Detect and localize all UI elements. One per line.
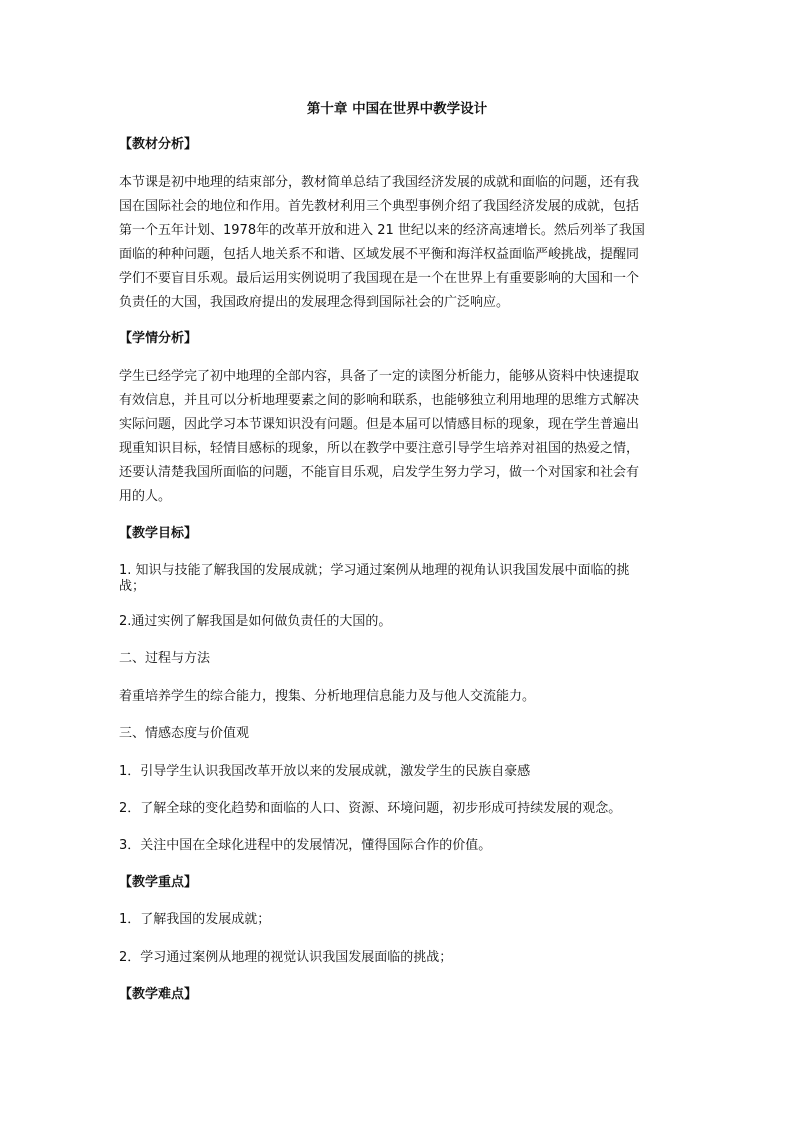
heading-student-analysis: 【学情分析】	[119, 331, 198, 346]
attitude-item: 1．引导学生认识我国改革开放以来的发展成就，激发学生的民族自豪感	[119, 764, 531, 779]
subheading-attitudes-values: 三、情感态度与价值观	[119, 726, 250, 741]
subheading-process-methods: 二、过程与方法	[119, 651, 211, 666]
paragraph-line: 学们不要盲目乐观。最后运用实例说明了我国现在是一个在世界上有重要影响的大国和一个	[119, 271, 640, 286]
paragraph-line: 国在国际社会的地位和作用。首先教材利用三个典型事例介绍了我国经济发展的成就，包括	[119, 199, 640, 214]
heading-textbook-analysis: 【教材分析】	[119, 137, 198, 152]
process-methods-text: 着重培养学生的综合能力，搜集、分析地理信息能力及与他人交流能力。	[119, 689, 536, 704]
paragraph-line: 面临的种种问题，包括人地关系不和谐、区域发展不平衡和海洋权益面临严峻挑战，提醒同	[119, 247, 640, 262]
paragraph-line: 本节课是初中地理的结束部分，教材简单总结了我国经济发展的成就和面临的问题，还有我	[119, 175, 640, 190]
paragraph-line: 用的人。	[119, 489, 172, 504]
paragraph-line: 负责任的大国，我国政府提出的发展理念得到国际社会的广泛响应。	[119, 295, 510, 310]
heading-teaching-goals: 【教学目标】	[119, 526, 198, 541]
key-point-item: 2．学习通过案例从地理的视觉认识我国发展面临的挑战；	[119, 950, 453, 965]
attitude-item: 3．关注中国在全球化进程中的发展情况，懂得国际合作的价值。	[119, 838, 492, 853]
paragraph-line: 学生已经学完了初中地理的全部内容，具备了一定的读图分析能力，能够从资料中快速提取	[119, 369, 640, 384]
paragraph-line: 还要认清楚我国所面临的问题，不能盲目乐观，启发学生努力学习，做一个对国家和社会有	[119, 465, 640, 480]
attitude-item: 2．了解全球的变化趋势和面临的人口、资源、环境问题，初步形成可持续发展的观念。	[119, 801, 622, 816]
goal-item-1: 1. 知识与技能了解我国的发展成就；学习通过案例从地理的视角认识我国发展中面临的挑	[119, 563, 630, 578]
goal-item-2: 2.通过实例了解我国是如何做负责任的大国的。	[119, 614, 392, 629]
page-title: 第十章 中国在世界中教学设计	[306, 101, 488, 117]
paragraph-line: 实际问题，因此学习本节课知识没有问题。但是本届可以情感目标的现象，现在学生普遍出	[119, 417, 640, 432]
heading-difficulties: 【教学难点】	[119, 987, 198, 1002]
heading-key-points: 【教学重点】	[119, 875, 198, 890]
paragraph-line: 第一个五年计划、1978年的改革开放和进入 21 世纪以来的经济高速增长。然后列举了我国	[119, 223, 645, 238]
key-point-item: 1．了解我国的发展成就；	[119, 912, 271, 927]
paragraph-line: 有效信息，并且可以分析地理要素之间的影响和联系，也能够独立利用地理的思维方式解决	[119, 393, 640, 408]
goal-item-1-continued: 战；	[119, 579, 146, 594]
paragraph-line: 现重知识目标，轻情目感标的现象，所以在教学中要注意引导学生培养对祖国的热爱之情，	[119, 441, 640, 456]
